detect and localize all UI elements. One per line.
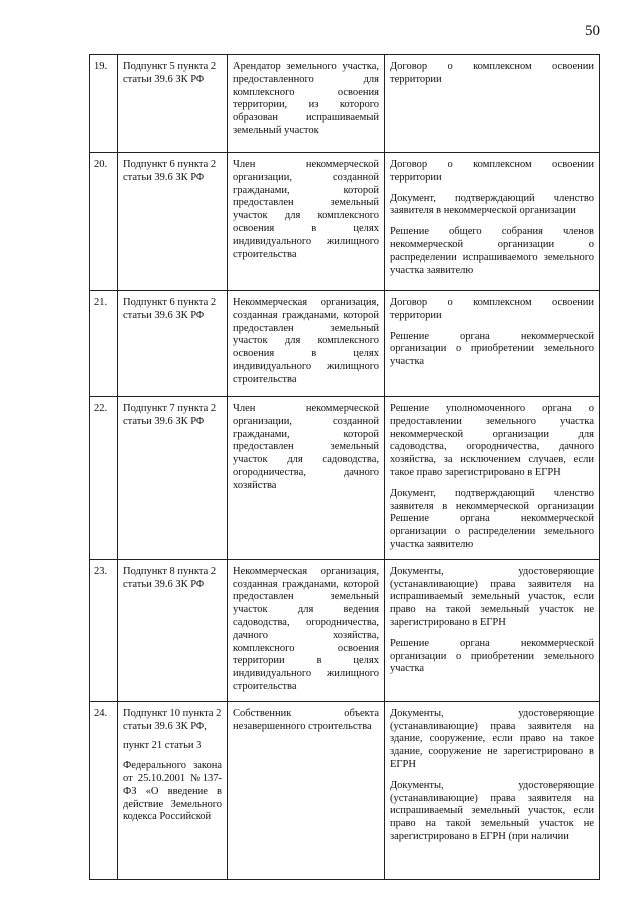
- document-item: Решение общего собрания членов некоммерческой организации о распределении испрашиваемого земельного участка заявителю: [390, 226, 594, 276]
- page-number: 50: [585, 23, 600, 39]
- legal-basis-text: Подпункт 5 пункта 2 статьи 39.6 ЗК РФ: [123, 61, 217, 85]
- legal-basis-cell: [118, 55, 228, 153]
- documents-cell: [385, 701, 600, 879]
- document-item: Договор о комплексном освоении территории: [390, 61, 594, 85]
- legal-basis-text: Подпункт 7 пункта 2 статьи 39.6 ЗК РФ: [123, 403, 217, 427]
- row-number-cell: 23.: [90, 559, 118, 701]
- document-item: Документ, подтверждающий членство заявителя в некоммерческой организации: [390, 192, 594, 217]
- applicant-cell: Арендатор земельного участка, предоставленного для комплексного освоения территории, из которого образован испрашиваемый земельный участок: [228, 55, 385, 153]
- table-row: [90, 559, 600, 701]
- legal-basis-text: Подпункт 10 пункта 2 статьи 39.6 ЗК РФ,: [123, 707, 222, 732]
- legal-basis-text: Подпункт 6 пункта 2 статьи 39.6 ЗК РФ: [123, 159, 217, 183]
- applicant-cell: Член некоммерческой организации, созданной гражданами, которой предоставлен земельный участок для комплексного освоения в целях индивидуального жилищного строительства: [228, 153, 385, 291]
- legal-basis-cell: [118, 701, 228, 879]
- legal-basis-text: Федерального закона от 25.10.2001 №137-ФЗ «О введение в действие Земельного кодекса Российской: [123, 760, 222, 823]
- document-item: Договор о комплексном освоении территории: [390, 297, 594, 321]
- document-item: Документы, удостоверяющие (устанавливающие) права заявителя на здание, сооружение, если право на такое здание, сооружение не зарегистрировано в ЕГРН: [390, 707, 594, 770]
- row-number-cell: 22.: [90, 397, 118, 560]
- legal-basis-text: Подпункт 8 пункта 2 статьи 39.6 ЗК РФ: [123, 565, 217, 590]
- document-item: Договор о комплексном освоении территории: [390, 159, 594, 183]
- applicant-cell: Член некоммерческой организации, созданной гражданами, которой предоставлен земельный участок для садоводства, огородничества, дачного хозяйства: [228, 397, 385, 560]
- legal-basis-text: пункт 21 статьи 3: [123, 740, 202, 752]
- row-number-cell: 20.: [90, 153, 118, 291]
- documents-cell: [385, 153, 600, 291]
- row-number-cell: 24.: [90, 701, 118, 879]
- document-item: Решение уполномоченного органа о предоставлении земельного участка некоммерческой организации для садоводства, огородничества, дачного хозяйства, за исключением случаев, если такое право зарегистрировано в ЕГРН: [390, 403, 594, 478]
- legal-basis-cell: [118, 397, 228, 560]
- documents-cell: [385, 55, 600, 153]
- documents-cell: [385, 559, 600, 701]
- legal-basis-cell: [118, 559, 228, 701]
- applicant-cell: Некоммерческая организация, созданная гражданами, которой предоставлен земельный участок для комплексного освоения в целях индивидуального жилищного строительства: [228, 291, 385, 397]
- row-number-cell: 21.: [90, 291, 118, 397]
- table-row: [90, 397, 600, 560]
- document-item: Документ, подтверждающий членство заявителя в некоммерческой организации Решение органа некоммерческой организации о распределении земельного участка заявителю: [390, 487, 594, 550]
- documents-cell: [385, 397, 600, 560]
- document-item: Решение органа некоммерческой организации о приобретении земельного участка: [390, 637, 594, 675]
- legal-basis-cell: [118, 153, 228, 291]
- applicant-cell: Некоммерческая организация, созданная гражданами, которой предоставлен земельный участок для ведения садоводства, огородничества, дачного хозяйства, комплексного освоения территории в целях индивидуального жилищного строительства: [228, 559, 385, 701]
- legal-basis-cell: [118, 291, 228, 397]
- requirements-table: [89, 54, 600, 880]
- row-number-cell: 19.: [90, 55, 118, 153]
- document-item: Документы, удостоверяющие (устанавливающие) права заявителя на испрашиваемый земельный участок, если право на такой земельный участок не зарегистрировано в ЕГРН (при наличии: [390, 779, 594, 842]
- legal-basis-text: Подпункт 6 пункта 2 статьи 39.6 ЗК РФ: [123, 297, 217, 321]
- applicant-cell: Собственник объекта незавершенного строительства: [228, 701, 385, 879]
- table-row: [90, 55, 600, 153]
- table-row: [90, 153, 600, 291]
- document-item: Документы, удостоверяющие (устанавливающие) права заявителя на испрашиваемый земельный участок, если право на такой земельный участок не зарегистрировано в ЕГРН: [390, 565, 594, 628]
- table-row: [90, 701, 600, 879]
- documents-cell: [385, 291, 600, 397]
- table-row: [90, 291, 600, 397]
- document-item: Решение органа некоммерческой организации о приобретении земельного участка: [390, 330, 594, 368]
